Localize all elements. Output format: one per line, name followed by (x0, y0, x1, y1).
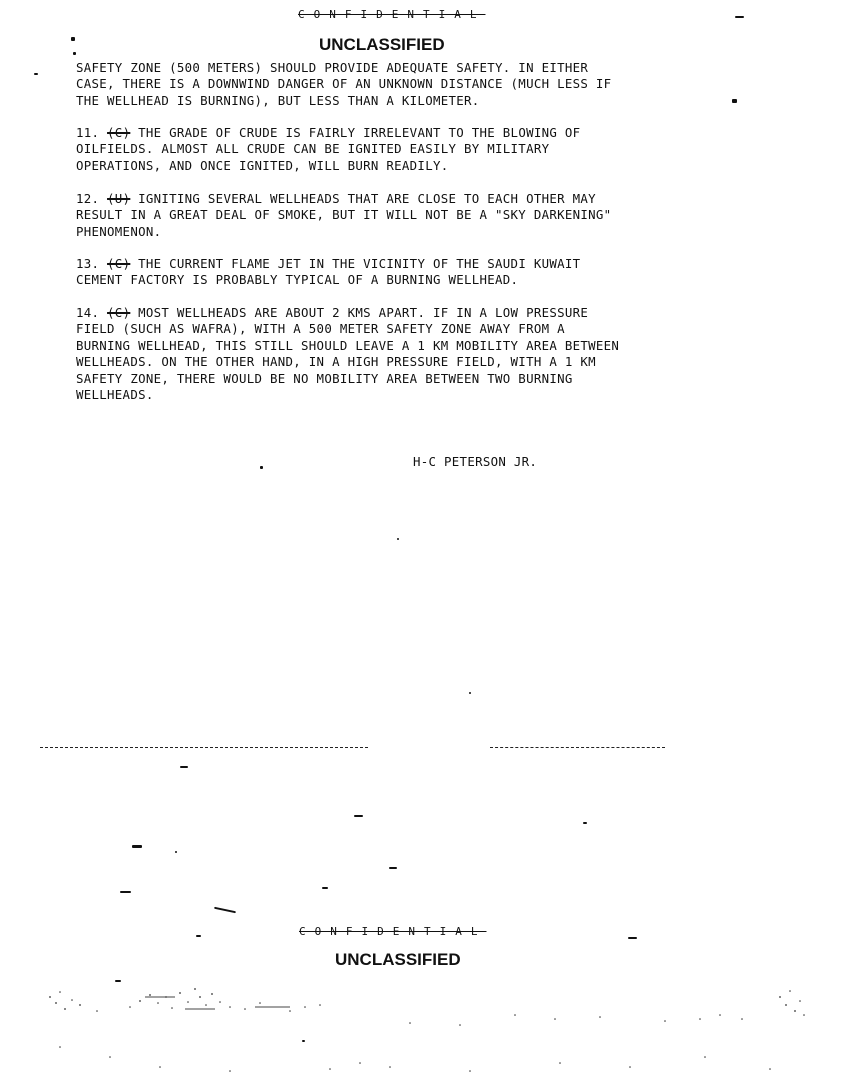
paragraph-line: OILFIELDS. ALMOST ALL CRUDE CAN BE IGNITED EASILY BY MILITARY (76, 141, 550, 157)
paragraph-line: MOST WELLHEADS ARE ABOUT 2 KMS APART. IF IN A LOW PRESSURE (130, 305, 589, 320)
scan-speck (469, 692, 471, 694)
scan-speck (322, 887, 328, 889)
paragraph-line: THE CURRENT FLAME JET IN THE VICINITY OF THE SAUDI KUWAIT (130, 256, 581, 271)
dashed-separator-left (40, 747, 368, 748)
paragraph-line: WELLHEADS. (76, 387, 154, 403)
paragraph-12 (76, 191, 776, 240)
paragraph-number: 14. (76, 305, 100, 320)
paragraph-number: 12. (76, 191, 100, 206)
paragraph-line: RESULT IN A GREAT DEAL OF SMOKE, BUT IT WILL NOT BE A "SKY DARKENING" (76, 207, 612, 223)
scan-speck (732, 99, 737, 103)
scan-speck (389, 867, 397, 869)
scan-speck (354, 815, 363, 817)
struck-classification-marking: (U) (107, 191, 131, 206)
scan-speck (397, 538, 399, 540)
intro-paragraph (76, 60, 776, 109)
paragraph-14 (76, 305, 776, 403)
paragraph-line: BURNING WELLHEAD, THIS STILL SHOULD LEAVE A 1 KM MOBILITY AREA BETWEEN (76, 337, 620, 353)
scan-speck (175, 851, 177, 853)
struck-classification-marking: (C) (107, 305, 131, 320)
paragraph-line: SAFETY ZONE, THERE WOULD BE NO MOBILITY AREA BETWEEN TWO BURNING (76, 370, 573, 386)
top-struck-confidential-marking: CONFIDENTIAL (298, 8, 486, 21)
paragraph-line: CEMENT FACTORY IS PROBABLY TYPICAL OF A BURNING WELLHEAD. (76, 272, 519, 288)
paragraph-number: 13. (76, 256, 100, 271)
scan-speck (196, 935, 201, 937)
paragraph-line: PHENOMENON. (76, 223, 162, 239)
signature-block: H-C PETERSON JR. (413, 454, 538, 469)
struck-classification-marking: (C) (107, 256, 131, 271)
top-classification-label: UNCLASSIFIED (319, 35, 445, 54)
scan-speck (120, 891, 131, 893)
scan-speck (73, 52, 76, 55)
scan-speck (583, 822, 587, 824)
dashed-separator-right (490, 747, 665, 748)
paragraph-line: FIELD (SUCH AS WAFRA), WITH A 500 METER SAFETY ZONE AWAY FROM A (76, 321, 565, 337)
bottom-classification-label: UNCLASSIFIED (335, 950, 461, 969)
paragraph-line: WELLHEADS. ON THE OTHER HAND, IN A HIGH PRESSURE FIELD, WITH A 1 KM (76, 354, 596, 370)
paragraph-line: THE GRADE OF CRUDE IS FAIRLY IRRELEVANT TO THE BLOWING OF (130, 125, 581, 140)
scan-speck (71, 37, 75, 41)
paragraph-number: 11. (76, 125, 100, 140)
bottom-struck-confidential-marking: CONFIDENTIAL (299, 925, 487, 938)
paragraph-13 (76, 256, 776, 289)
struck-classification-marking: (C) (107, 125, 131, 140)
intro-line: CASE, THERE IS A DOWNWIND DANGER OF AN UNKNOWN DISTANCE (MUCH LESS IF (76, 76, 612, 92)
scan-speck (735, 16, 744, 18)
scan-speck (628, 937, 637, 939)
intro-line: SAFETY ZONE (500 METERS) SHOULD PROVIDE ADEQUATE SAFETY. IN EITHER (76, 60, 589, 75)
paragraph-line: IGNITING SEVERAL WELLHEADS THAT ARE CLOSE TO EACH OTHER MAY (130, 191, 596, 206)
intro-line: THE WELLHEAD IS BURNING), BUT LESS THAN A KILOMETER. (76, 92, 480, 108)
scan-speck (260, 466, 263, 469)
scan-speck (132, 845, 142, 848)
scan-speck (180, 766, 188, 768)
scan-speck (214, 907, 236, 914)
scan-noise-band (0, 967, 850, 1087)
paragraph-11 (76, 125, 776, 174)
paragraph-line: OPERATIONS, AND ONCE IGNITED, WILL BURN READILY. (76, 157, 449, 173)
scan-speck (34, 73, 38, 75)
